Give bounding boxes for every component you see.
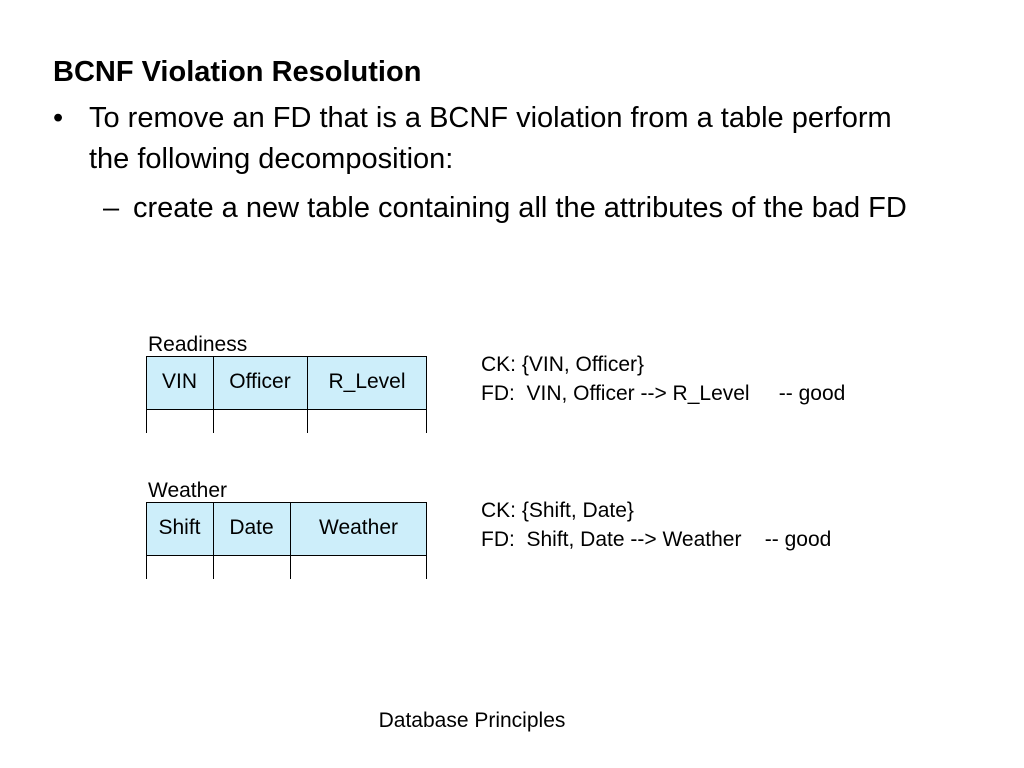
readiness-table: [146, 356, 427, 433]
column-divider: [290, 502, 291, 579]
column-divider: [213, 356, 214, 433]
weather-col-date: Date: [229, 516, 274, 539]
readiness-candidate-key: CK: {VIN, Officer}: [481, 353, 645, 376]
readiness-table-name: Readiness: [148, 333, 248, 356]
column-divider: [146, 356, 147, 433]
footer-text: Database Principles: [378, 709, 566, 732]
slide-footer: [0, 708, 1024, 734]
bullet-text: To remove an FD that is a BCNF violation from a table perform the following decomposition:: [89, 102, 892, 175]
column-divider: [426, 356, 427, 433]
slide-title: BCNF Violation Resolution: [53, 56, 422, 88]
weather-candidate-key: CK: {Shift, Date}: [481, 499, 634, 522]
bullet-icon: •: [53, 102, 64, 134]
column-divider: [426, 502, 427, 579]
column-divider: [146, 502, 147, 579]
readiness-notes: [481, 350, 845, 408]
weather-functional-dependency: FD: Shift, Date --> Weather -- good: [481, 528, 832, 551]
column-divider: [307, 356, 308, 433]
readiness-col-vin: VIN: [161, 370, 197, 393]
sub-bullet-text: create a new table containing all the attributes of the bad FD: [133, 192, 907, 224]
weather-col-weather: Weather: [319, 516, 398, 539]
column-divider: [213, 502, 214, 579]
weather-table: [146, 502, 427, 579]
dash-icon: –: [103, 192, 120, 224]
readiness-col-r-level: R_Level: [328, 370, 406, 393]
weather-table-name: Weather: [148, 479, 227, 502]
readiness-functional-dependency: FD: VIN, Officer --> R_Level -- good: [481, 382, 846, 405]
weather-notes: [481, 496, 831, 554]
weather-col-shift: Shift: [158, 516, 201, 539]
readiness-col-officer: Officer: [229, 370, 291, 393]
